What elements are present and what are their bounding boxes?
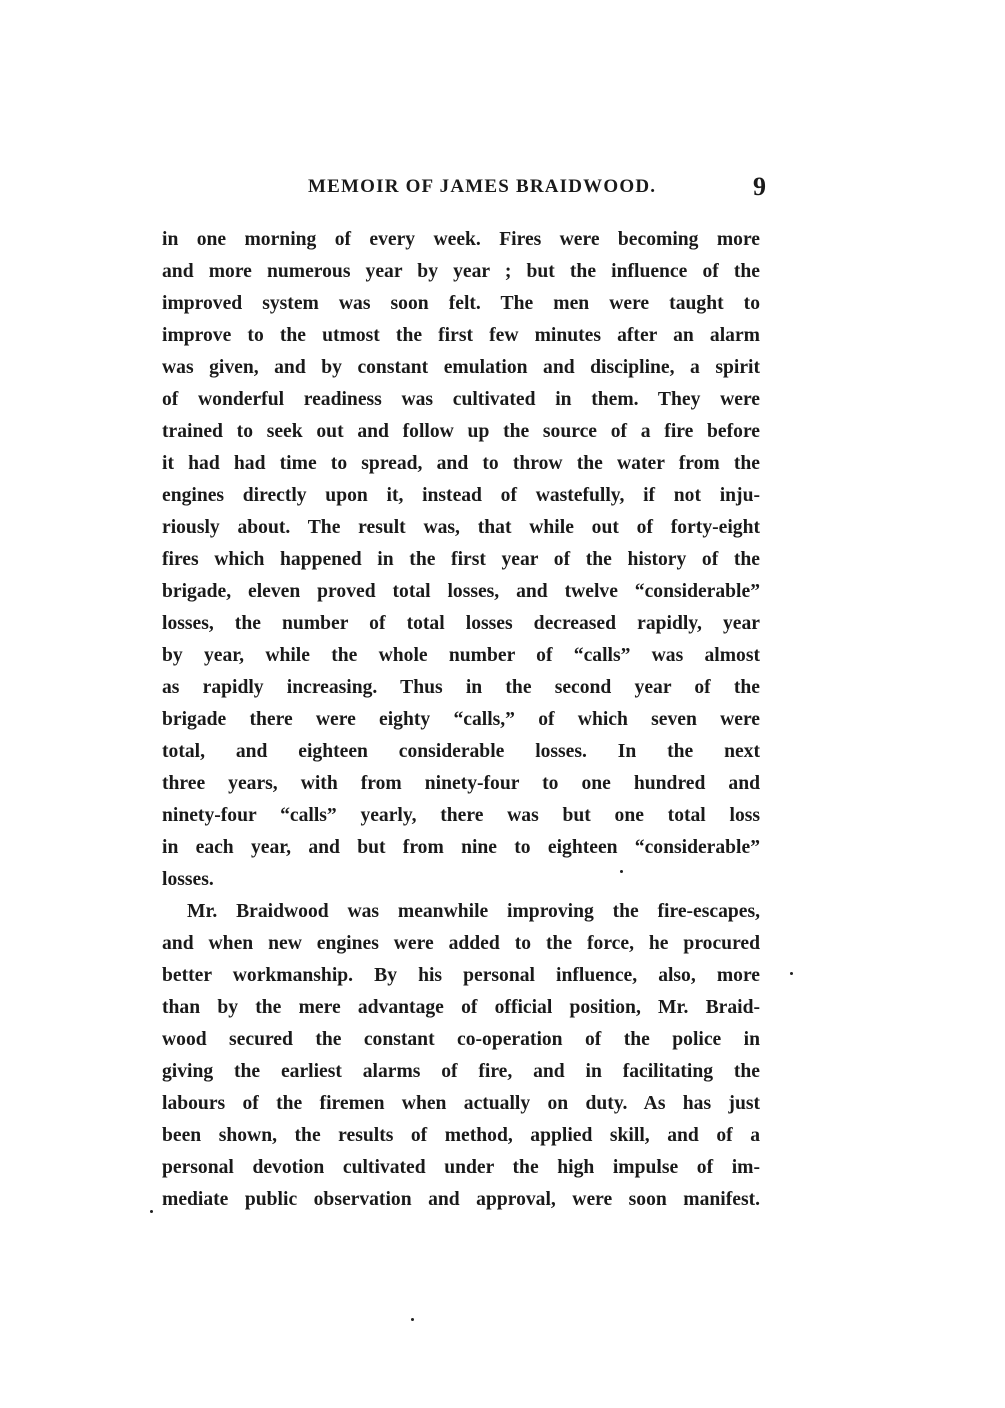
- text-line: was given, and by constant emulation and discipline, a spirit: [162, 357, 760, 378]
- text-line: total, and eighteen considerable losses. In the next: [162, 741, 760, 762]
- text-line: mediate public observation and approval, were soon manifest.: [162, 1189, 760, 1210]
- page-header: [160, 172, 770, 206]
- text-line: riously about. The result was, that while out of forty-eight: [162, 517, 760, 538]
- text-line: Mr. Braidwood was meanwhile improving the fire-escapes,: [187, 901, 760, 922]
- text-line: and when new engines were added to the force, he procured: [162, 933, 760, 954]
- text-line: trained to seek out and follow up the source of a fire before: [162, 421, 760, 442]
- text-line: engines directly upon it, instead of wastefully, if not inju-: [162, 485, 760, 506]
- text-line: fires which happened in the first year of the history of the: [162, 549, 760, 570]
- text-line: labours of the firemen when actually on duty. As has just: [162, 1093, 760, 1114]
- text-line: improved system was soon felt. The men were taught to: [162, 293, 760, 314]
- scan-speck: [790, 972, 793, 975]
- text-line: been shown, the results of method, applied skill, and of a: [162, 1125, 760, 1146]
- scan-speck: [620, 870, 623, 873]
- page-number: 9: [753, 172, 766, 201]
- text-line: brigade there were eighty “calls,” of which seven were: [162, 709, 760, 730]
- scan-speck: [150, 1210, 153, 1213]
- text-line: ninety-four “calls” yearly, there was but one total loss: [162, 805, 760, 826]
- text-line: wood secured the constant co-operation of the police in: [162, 1029, 760, 1050]
- scan-speck: [411, 1318, 414, 1321]
- text-line: by year, while the whole number of “calls” was almost: [162, 645, 760, 666]
- text-line: in one morning of every week. Fires were becoming more: [162, 229, 760, 250]
- text-line: and more numerous year by year ; but the influence of the: [162, 261, 760, 282]
- text-line: improve to the utmost the first few minutes after an alarm: [162, 325, 760, 346]
- text-line: it had had time to spread, and to throw the water from the: [162, 453, 760, 474]
- text-line: than by the mere advantage of official position, Mr. Braid-: [162, 997, 760, 1018]
- text-line: giving the earliest alarms of fire, and in facilitating the: [162, 1061, 760, 1082]
- text-line: in each year, and but from nine to eighteen “considerable”: [162, 837, 760, 858]
- running-title: MEMOIR OF JAMES BRAIDWOOD.: [308, 176, 657, 197]
- text-line: of wonderful readiness was cultivated in them. They were: [162, 389, 760, 410]
- text-line: three years, with from ninety-four to one hundred and: [162, 773, 760, 794]
- text-line: losses, the number of total losses decreased rapidly, year: [162, 613, 760, 634]
- text-line: better workmanship. By his personal influence, also, more: [162, 965, 760, 986]
- text-line: as rapidly increasing. Thus in the second year of the: [162, 677, 760, 698]
- text-line: losses.: [162, 869, 214, 890]
- text-line: personal devotion cultivated under the high impulse of im-: [162, 1157, 760, 1178]
- text-line: brigade, eleven proved total losses, and twelve “considerable”: [162, 581, 760, 602]
